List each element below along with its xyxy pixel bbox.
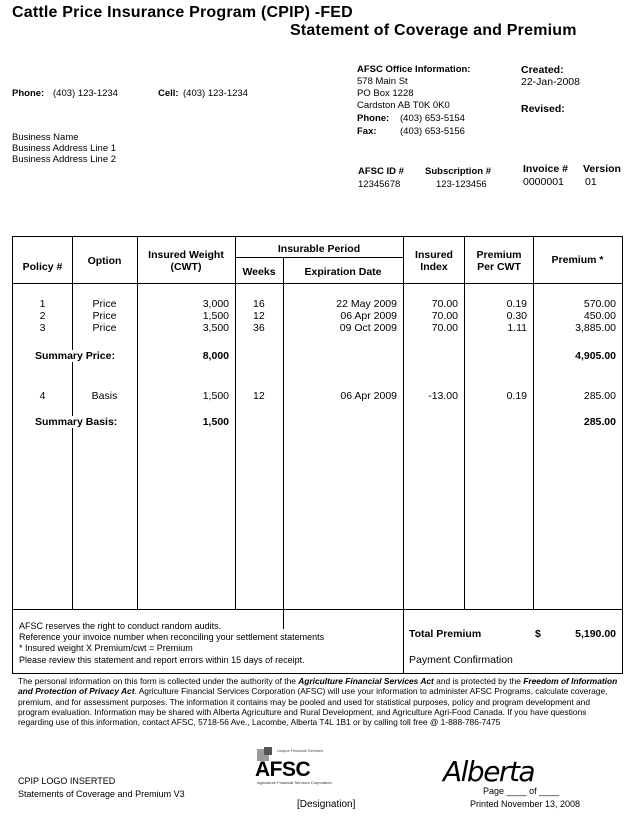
row4-index: -13.00 (428, 390, 458, 402)
row1-index: 70.00 (431, 298, 458, 310)
row3-weight: 3,500 (202, 322, 229, 334)
printed-date: Printed November 13, 2008 (470, 799, 581, 809)
office-fax: (403) 653-5156 (400, 126, 465, 137)
total-premium-amount: 5,190.00 (575, 628, 616, 640)
document-title: Cattle Price Insurance Program (CPIP) -FED (12, 4, 353, 21)
office-po-box: PO Box 1228 (357, 88, 414, 99)
row3-policy: 3 (39, 322, 46, 334)
office-fax-label: Fax: (357, 126, 377, 137)
office-heading: AFSC Office Information: (357, 64, 471, 75)
note-audits: AFSC reserves the right to conduct random audits. (19, 621, 222, 631)
invoice-label: Invoice # (523, 163, 568, 175)
afsc-tagline-bottom: Agriculture Financial Services Corporation (257, 780, 332, 785)
business-address-line1: Business Address Line 1 (12, 143, 117, 154)
summary-basis-weight: 1,500 (202, 416, 229, 428)
row2-expiration: 06 Apr 2009 (340, 310, 397, 322)
afsc-logo-text: AFSC (255, 758, 311, 781)
note-review: Please review this statement and report errors within 15 days of receipt. (19, 655, 305, 665)
row3-expiration: 09 Oct 2009 (339, 322, 397, 334)
afsc-id-label: AFSC ID # (358, 166, 404, 177)
payment-confirmation: Payment Confirmation (409, 654, 513, 666)
created-date: 22-Jan-2008 (521, 76, 580, 88)
row1-option: Price (92, 298, 117, 310)
revised-label: Revised: (521, 103, 565, 115)
version-label: Version (583, 163, 621, 175)
office-street: 578 Main St (357, 76, 408, 87)
row2-policy: 2 (39, 310, 46, 322)
created-label: Created: (521, 64, 564, 76)
designation: [Designation] (297, 799, 356, 810)
row3-index: 70.00 (431, 322, 458, 334)
row4-premium: 285.00 (583, 390, 616, 402)
cpip-logo-note: CPIP LOGO INSERTED (18, 776, 116, 786)
alberta-logo: Alberta (443, 755, 535, 788)
row2-weight: 1,500 (202, 310, 229, 322)
header-weight: Insured Weight (CWT) (148, 249, 224, 273)
summary-price-weight: 8,000 (202, 350, 229, 362)
afsc-tagline-top: Unique Financial Services (277, 748, 324, 753)
version-number: 01 (585, 176, 597, 188)
office-city: Cardston AB T0K 0K0 (357, 100, 450, 111)
invoice-number: 0000001 (523, 176, 564, 188)
row1-weeks: 16 (253, 298, 265, 310)
header-weeks: Weeks (242, 266, 276, 278)
total-currency: $ (535, 628, 541, 640)
row2-premium: 450.00 (583, 310, 616, 322)
row1-expiration: 22 May 2009 (336, 298, 397, 310)
document-version: Statements of Coverage and Premium V3 (18, 789, 185, 799)
row4-option: Basis (91, 390, 118, 402)
row2-option: Price (92, 310, 117, 322)
row1-premium: 570.00 (583, 298, 616, 310)
subscription-label: Subscription # (425, 166, 491, 177)
row4-weeks: 12 (253, 390, 265, 402)
client-phone: (403) 123-1234 (53, 88, 118, 99)
subscription-number: 123-123456 (436, 179, 487, 190)
header-insured-index: Insured Index (415, 249, 453, 273)
row2-index: 70.00 (431, 310, 458, 322)
row3-per-cwt: 1.11 (507, 322, 527, 334)
row4-weight: 1,500 (202, 390, 229, 402)
page-label: Page ____ of ____ (483, 786, 560, 796)
document-subtitle: Statement of Coverage and Premium (290, 22, 577, 39)
note-invoice-reference: Reference your invoice number when reconciling your settlement statements (19, 632, 325, 642)
row3-option: Price (92, 322, 117, 334)
row1-per-cwt: 0.19 (506, 298, 527, 310)
row2-weeks: 12 (253, 310, 265, 322)
row4-per-cwt: 0.19 (506, 390, 527, 402)
summary-basis-premium: 285.00 (583, 416, 616, 428)
header-expiration: Expiration Date (304, 266, 382, 278)
client-cell: (403) 123-1234 (183, 88, 248, 99)
header-option: Option (87, 255, 122, 267)
coverage-table (12, 236, 623, 674)
client-cell-label: Cell: (158, 88, 179, 99)
header-premium: Premium * (551, 254, 604, 266)
header-policy: Policy # (22, 261, 63, 273)
row1-policy: 1 (39, 298, 46, 310)
office-phone: (403) 653-5154 (400, 113, 465, 124)
afsc-logo (251, 746, 341, 788)
row4-policy: 4 (39, 390, 46, 402)
header-insurable-period: Insurable Period (277, 243, 361, 255)
summary-basis-label: Summary Basis: (35, 416, 118, 428)
privacy-notice: The personal information on this form is collected under the authority of the Agriculture Financial Services Act and is protected by the Freedom of Information and Protection of Privacy Act. Agriculture Financial Services Corporation (AFSC) will use your information to administer AFSC Programs, calculate coverage, premium, and for assessment purposes. The information it contains may be pooled and used for statistical purposes, policy and program development and program evaluation. Information may be shared with Alberta Agriculture and Rural Development, and Agriculture Agri-Food Canada. If you have questions regarding use of this information, contact AFSC, 5718-56 Ave., Lacombe, Alberta T4L 1B1 or by calling toll free @ 1-888-786-7475 (18, 676, 618, 728)
afsc-id: 12345678 (358, 179, 401, 190)
office-phone-label: Phone: (357, 113, 390, 124)
row3-premium: 3,885.00 (575, 322, 616, 334)
note-premium-formula: * Insured weight X Premium/cwt = Premium (19, 643, 193, 653)
header-premium-per-cwt: Premium Per CWT (476, 249, 522, 273)
row4-expiration: 06 Apr 2009 (340, 390, 397, 402)
summary-price-label: Summary Price: (35, 350, 115, 362)
summary-price-premium: 4,905.00 (575, 350, 616, 362)
row3-weeks: 36 (253, 322, 265, 334)
business-address-line2: Business Address Line 2 (12, 154, 117, 165)
client-phone-label: Phone: (12, 88, 45, 99)
total-premium-label: Total Premium (409, 628, 482, 640)
business-name: Business Name (12, 132, 79, 143)
row1-weight: 3,000 (202, 298, 229, 310)
row2-per-cwt: 0.30 (506, 310, 527, 322)
